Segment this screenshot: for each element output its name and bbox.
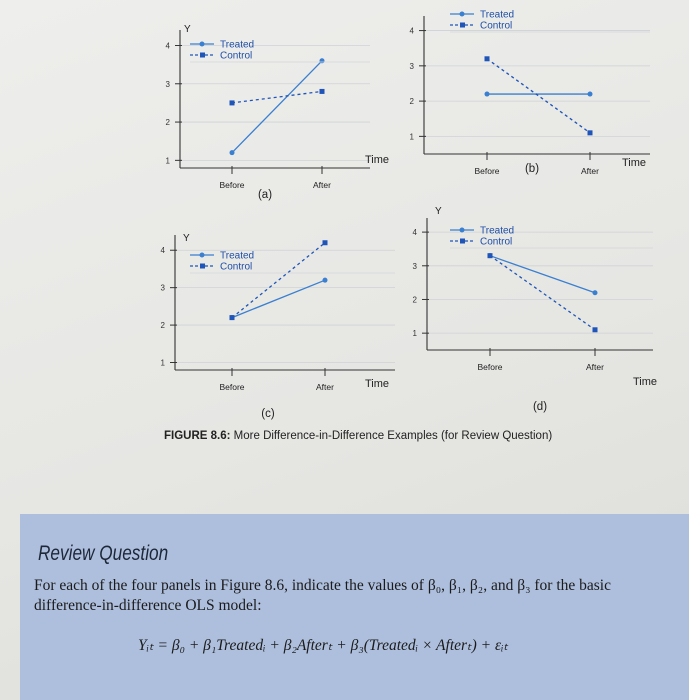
y-tick-label: 3 — [409, 61, 414, 71]
y-tick-label: 2 — [409, 97, 414, 107]
legend-marker — [460, 239, 465, 244]
panel-label: (d) — [532, 401, 548, 413]
y-tick-label: 4 — [412, 228, 417, 238]
y-tick-label: 3 — [165, 79, 170, 89]
x-axis-label: Time — [365, 378, 390, 390]
figure-caption-label: FIGURE 8.6: — [164, 430, 231, 442]
data-point-control — [485, 56, 490, 61]
series-line-treated — [232, 61, 322, 153]
panel-label: (b) — [524, 163, 540, 175]
y-tick-label: 2 — [412, 295, 417, 305]
legend-marker — [200, 253, 205, 258]
panel-c — [150, 225, 400, 430]
review-question-box — [20, 514, 689, 700]
x-axis-label: Time — [622, 157, 647, 169]
panel-d — [395, 206, 665, 415]
series-line-control — [232, 91, 322, 102]
review-body: For each of the four panels in Figure 8.6, indicate the values of β₀, β₁, β₂, and β₃ for the basic difference-in-difference OLS model: — [34, 577, 611, 614]
data-point-treated — [485, 92, 490, 97]
data-point-treated — [593, 290, 598, 295]
y-tick-label: 4 — [160, 246, 165, 256]
data-point-treated — [323, 278, 328, 283]
y-tick-label: 4 — [165, 41, 170, 51]
x-tick-label: After — [586, 362, 604, 372]
panel-label: (a) — [257, 189, 273, 201]
y-tick-label: 1 — [160, 358, 165, 368]
series-line-treated — [490, 256, 595, 293]
data-point-control — [230, 100, 235, 105]
x-tick-label: Before — [477, 362, 503, 372]
y-axis-label: Y — [435, 206, 442, 217]
chart-svg-3 — [150, 225, 400, 430]
x-tick-label: After — [313, 180, 331, 190]
y-axis-label: Y — [184, 24, 191, 35]
data-point-control — [488, 253, 493, 258]
review-equation: Yᵢₜ = β₀ + β₁Treatedᵢ + β₂Afterₜ + β₃(Treatedᵢ × Afterₜ) + εᵢₜ — [138, 637, 509, 654]
legend-label-control: Control — [480, 20, 513, 32]
y-tick-label: 1 — [165, 156, 170, 166]
data-point-control — [588, 130, 593, 135]
y-tick-label: 2 — [165, 118, 170, 128]
legend-marker — [200, 264, 205, 269]
panel-b — [392, 6, 662, 186]
legend-label-control: Control — [220, 50, 253, 62]
x-tick-label: Before — [474, 166, 500, 176]
y-tick-label: 4 — [409, 26, 414, 36]
data-point-treated — [320, 58, 325, 63]
panel-a — [150, 20, 390, 210]
y-tick-label: 1 — [409, 132, 414, 142]
x-tick-label: After — [581, 166, 599, 176]
y-axis-label: Y — [183, 233, 190, 244]
chart-svg-2 — [392, 6, 662, 186]
figure-caption — [164, 430, 584, 442]
data-point-control — [320, 89, 325, 94]
series-line-treated — [232, 280, 325, 317]
y-tick-label: 1 — [412, 329, 417, 339]
data-point-control — [323, 240, 328, 245]
x-tick-label: Before — [219, 382, 245, 392]
legend-label-control: Control — [480, 236, 513, 248]
x-tick-label: After — [316, 382, 334, 392]
panel-label: (c) — [261, 408, 275, 420]
series-line-control — [490, 256, 595, 330]
legend-marker — [460, 23, 465, 28]
legend-marker — [460, 12, 465, 17]
x-tick-label: Before — [219, 180, 245, 190]
data-point-control — [230, 315, 235, 320]
review-title: Review Question — [38, 542, 169, 565]
legend-marker — [200, 53, 205, 58]
x-axis-label: Time — [365, 154, 390, 166]
legend-label-treated: Treated — [220, 39, 255, 51]
legend-label-control: Control — [220, 261, 253, 273]
y-tick-label: 3 — [160, 283, 165, 293]
legend-marker — [200, 42, 205, 47]
data-point-treated — [230, 150, 235, 155]
data-point-control — [593, 327, 598, 332]
y-tick-label: 2 — [160, 321, 165, 331]
series-line-control — [487, 59, 590, 133]
figure-caption-text: More Difference-in-Difference Examples (for Review Question) — [233, 430, 553, 442]
x-axis-label: Time — [633, 376, 658, 388]
y-tick-label: 3 — [412, 261, 417, 271]
chart-svg-4 — [395, 206, 665, 415]
legend-marker — [460, 228, 465, 233]
legend-label-treated: Treated — [220, 250, 255, 262]
chart-svg-1 — [150, 20, 390, 210]
legend-label-treated: Treated — [480, 225, 515, 237]
legend-label-treated: Treated — [480, 9, 515, 21]
data-point-treated — [588, 92, 593, 97]
